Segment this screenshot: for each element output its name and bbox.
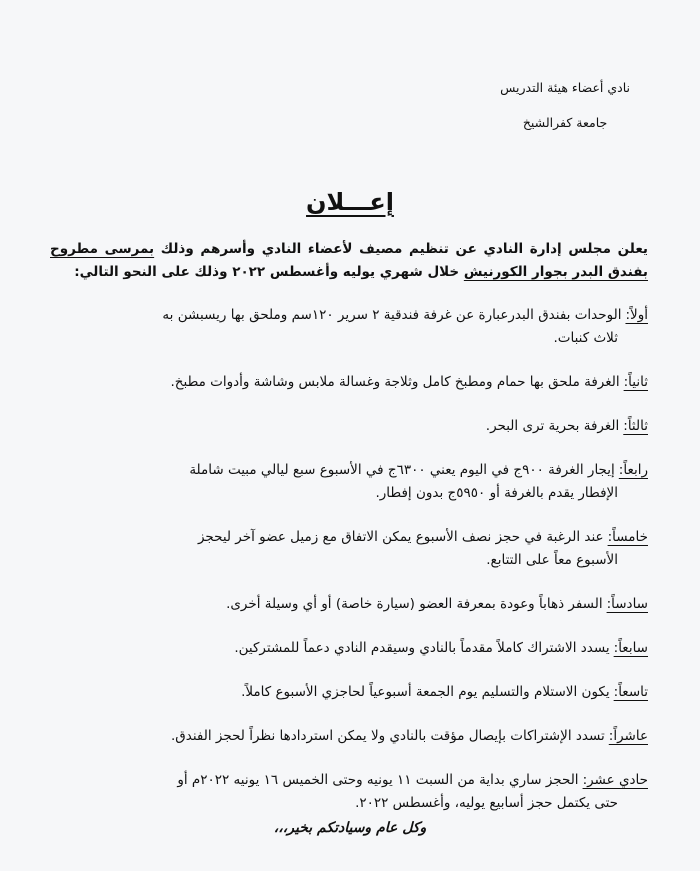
item-text: يسدد الاشتراك كاملاً مقدماً بالنادي وسيقدم النادي دعماً للمشتركين. [234,640,610,656]
item-text: تسدد الإشتراكات بإيصال مؤقت بالنادي ولا يمكن استردادها نظراً لحجز الفندق. [171,728,605,744]
item-text: الغرفة ملحق بها حمام ومطبخ كامل وثلاجة وغسالة ملابس وشاشة وأدوات مطبخ. [170,374,620,390]
item-lead: تاسعاً: [613,684,648,700]
list-item [50,415,648,438]
university-name: جامعة كفرالشيخ [522,114,608,130]
item-lead: حادي عشر: [582,772,648,788]
list-item [50,769,648,815]
announcement-body [50,238,648,836]
item-lead: سادساً: [606,596,648,612]
item-text: إيجار الغرفة ٩٠٠ج في اليوم يعني ٦٣٠٠ج في الأسبوع سبع ليالي مبيت شاملة [189,462,615,478]
item-lead: عاشراً: [608,728,648,744]
item-lead: ثانياً: [623,374,648,390]
intro-paragraph [50,238,648,284]
list-item [50,304,648,350]
intro-part2: خلال شهري يوليه وأغسطس ٢٠٢٢ وذلك على النحو التالي: [74,264,460,280]
list-item [50,459,648,505]
intro-part1: يعلن مجلس إدارة النادي عن تنظيم مصيف لأعضاء النادي وأسرهم وذلك [160,241,649,257]
item-continuation: الإفطار يقدم بالغرفة أو ٥٩٥٠ج بدون إفطار. [375,485,618,501]
title-text: إعـــلان [306,188,394,216]
list-item [50,681,648,704]
items-list [50,304,648,815]
item-continuation: حتى يكتمل حجز أسابيع يوليه، وأغسطس ٢٠٢٢. [355,795,618,811]
list-item [50,371,648,394]
list-item [50,526,648,572]
item-text: يكون الاستلام والتسليم يوم الجمعة أسبوعياً لحاجزي الأسبوع كاملاً. [241,684,610,700]
item-text: الغرفة بحرية ترى البحر. [485,418,620,434]
item-continuation: الأسبوع معاً على التتابع. [486,552,618,568]
item-text: عند الرغبة في حجز نصف الأسبوع يمكن الاتفاق مع زميل عضو آخر ليحجز [197,529,604,545]
intro-location: بمرسى مطروح بفندق البدر بجوار الكورنيش [50,241,648,280]
organization-name: نادي أعضاء هيئة التدريس [500,80,630,95]
letterhead [500,82,630,129]
item-continuation: ثلاث كنبات. [553,330,618,346]
item-lead: أولاً: [625,307,648,323]
closing-line: وكل عام وسيادتكم بخير،،، [273,820,427,836]
list-item [50,725,648,748]
item-lead: ثالثاً: [623,418,648,434]
item-text: السفر ذهاباً وعودة بمعرفة العضو (سيارة خاصة) أو أي وسيلة أخرى. [226,596,603,612]
item-lead: سابعاً: [613,640,648,656]
page-title [0,188,700,216]
item-text: الوحدات بفندق البدرعبارة عن غرفة فندقية ٢ سرير ١٢٠سم وملحق بها ريسبشن به [162,307,622,323]
item-lead: خامساً: [607,529,648,545]
list-item [50,593,648,616]
item-text: الحجز ساري بداية من السبت ١١ يونيه وحتى الخميس ١٦ يونيه ٢٠٢٢م أو [177,772,579,788]
item-lead: رابعاً: [618,462,648,478]
list-item [50,637,648,660]
